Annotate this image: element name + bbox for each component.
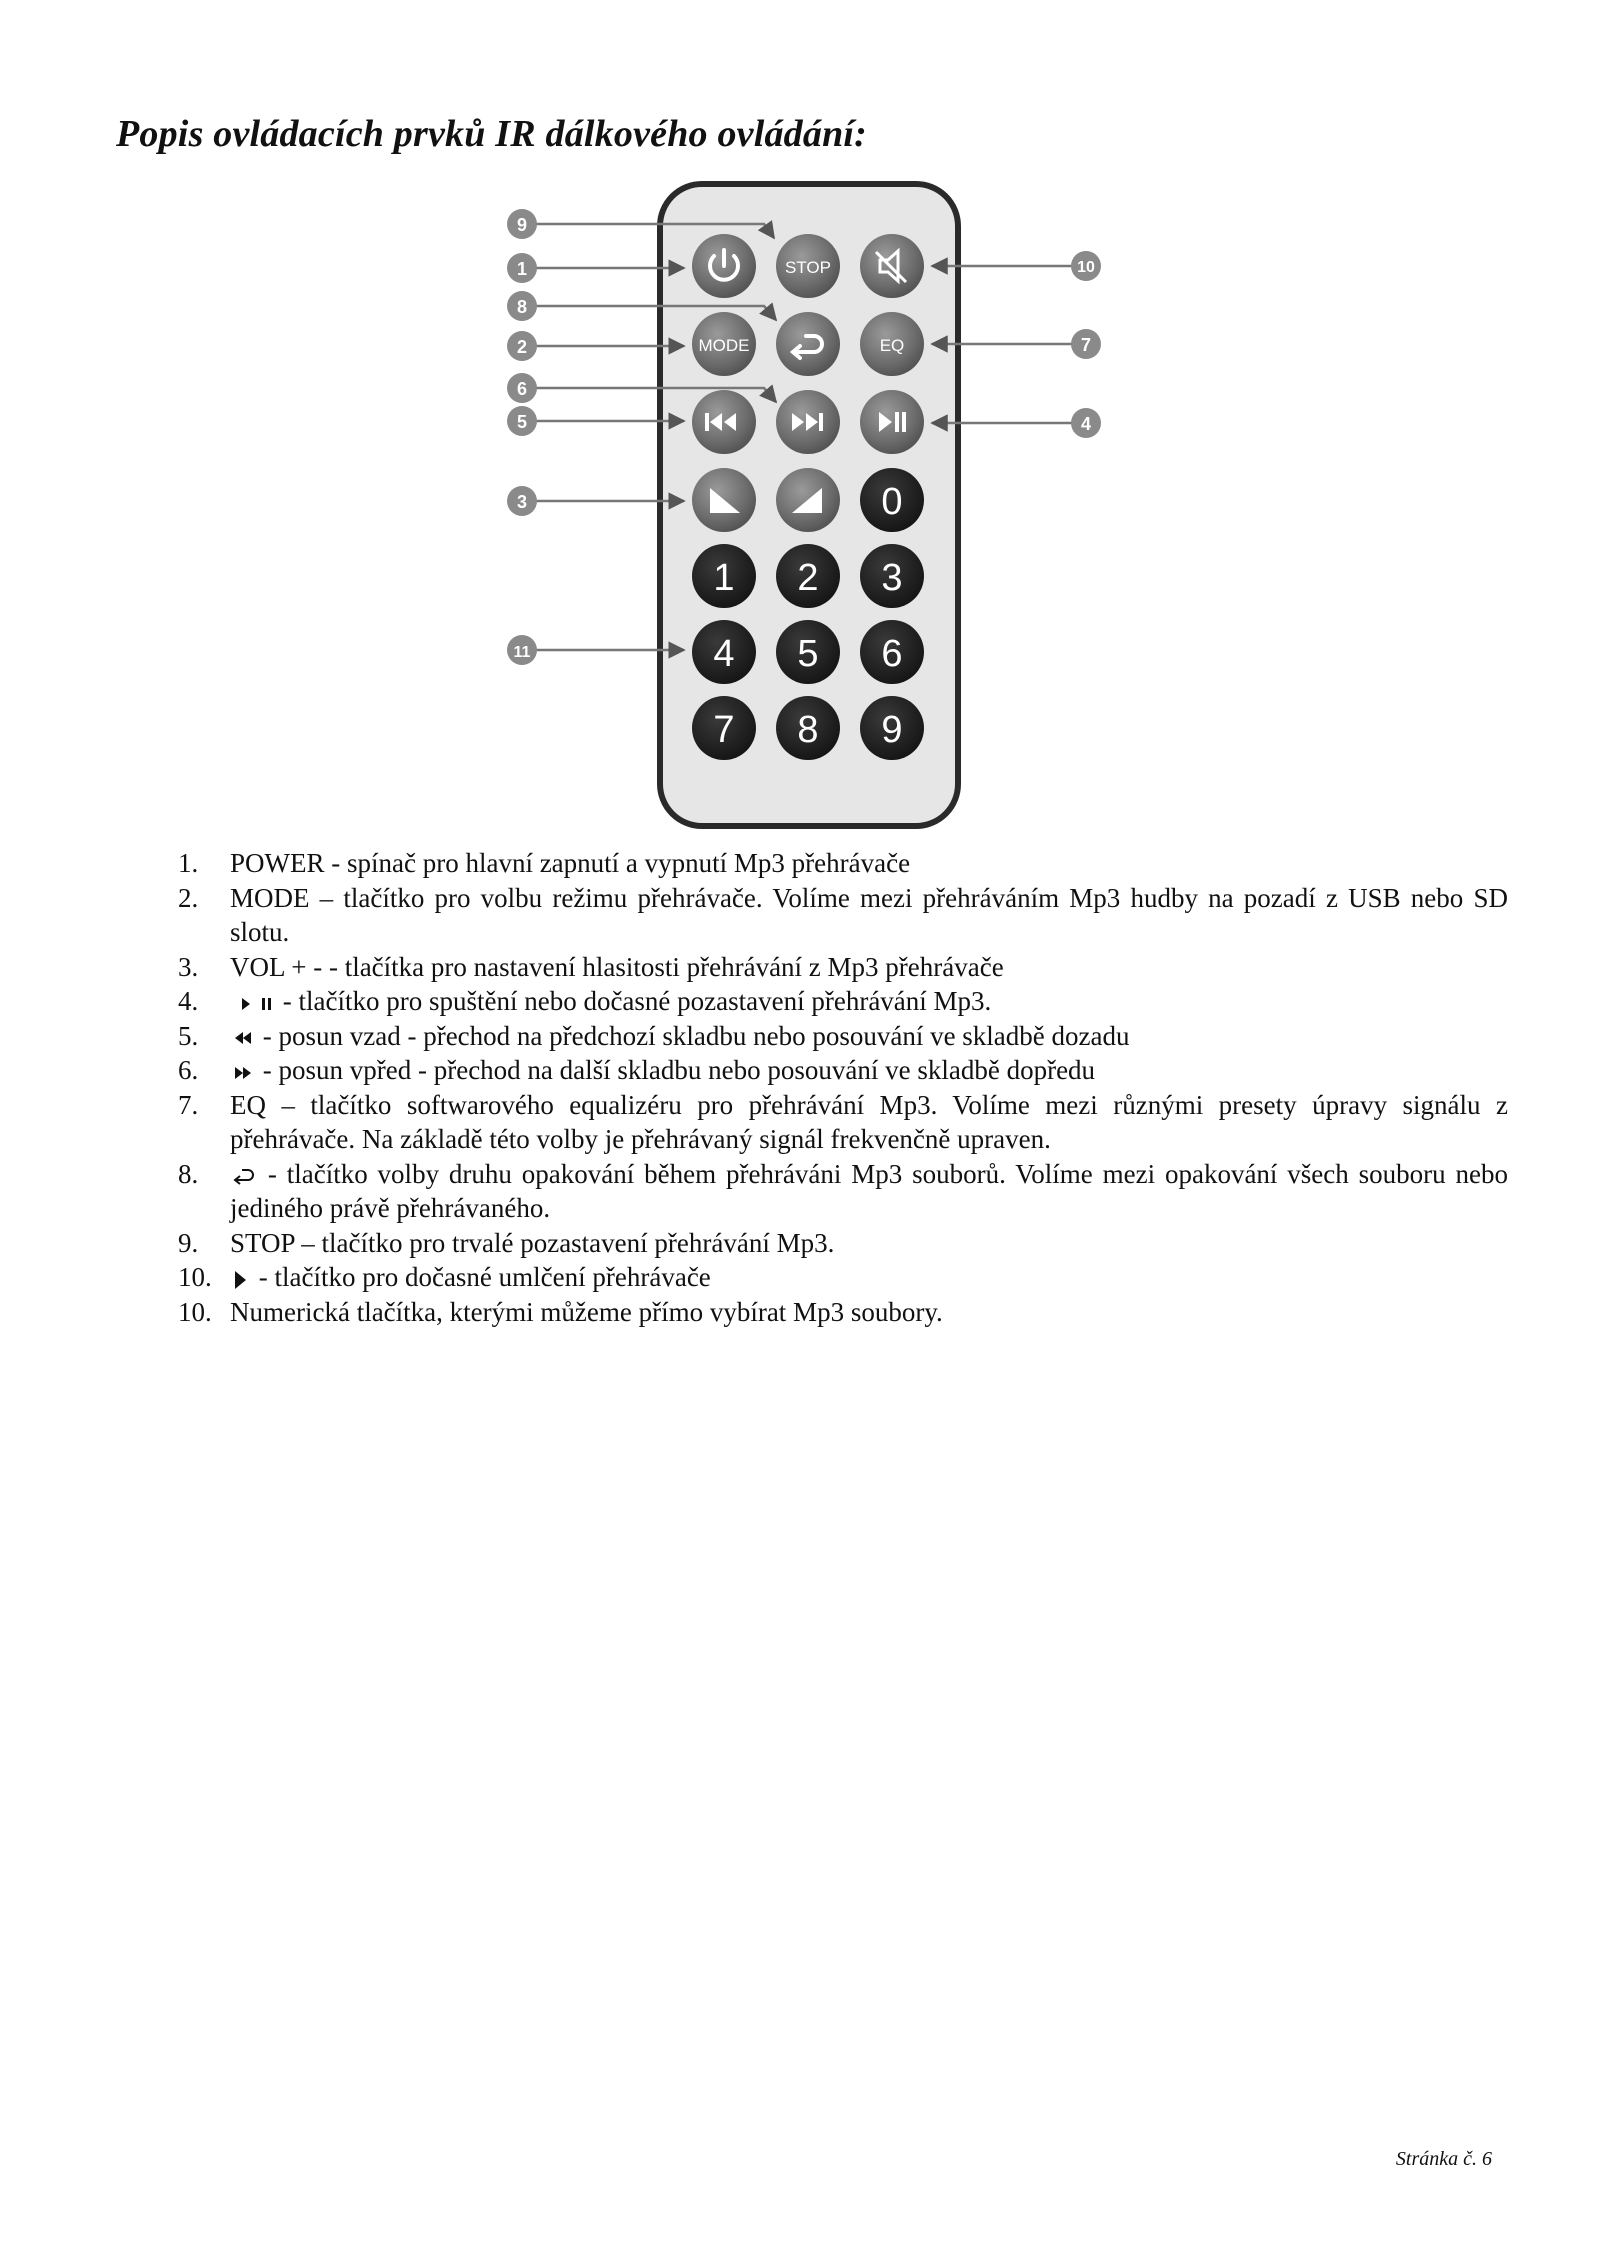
list-item: 3. VOL + - - tlačítka pro nastavení hlasitosti přehrávání z Mp3 přehrávače <box>178 951 1004 982</box>
callout-badge-10 <box>1071 251 1101 281</box>
callout-badge-8 <box>507 291 537 321</box>
digit-button-1 <box>692 544 756 608</box>
digit-button-0 <box>860 468 924 532</box>
svg-text:10: 10 <box>1077 259 1095 276</box>
svg-text:7: 7 <box>1080 335 1092 355</box>
list-item: 2. MODE – tlačítko pro volbu režimu přehrávače. Volíme mezi přehráváním Mp3 hudby na pozadí z USB nebo SD slotu. <box>178 882 1508 947</box>
mode-button <box>692 312 756 376</box>
mode-label: MODE <box>698 336 750 355</box>
svg-text:9: 9 <box>516 215 528 235</box>
list-item: 1. POWER - spínač pro hlavní zapnutí a vypnutí Mp3 přehrávače <box>178 848 911 878</box>
svg-text:8: 8 <box>516 297 528 317</box>
callout-badge-3 <box>507 486 537 516</box>
callout-badge-11 <box>507 635 537 665</box>
digit-button-5 <box>776 620 840 684</box>
list-item: 4. - tlačítko pro spuštění nebo dočasné pozastavení přehrávání Mp3. <box>178 986 992 1016</box>
digit-button-3 <box>860 544 924 608</box>
play-pause-button <box>860 390 924 454</box>
digit-button-9 <box>860 696 924 760</box>
digit-label: 6 <box>881 633 903 675</box>
repeat-button <box>776 312 840 376</box>
fast-forward-icon <box>232 1064 254 1082</box>
page-title: Popis ovládacích prvků IR dálkového ovládání: <box>116 113 868 155</box>
repeat-icon <box>232 1167 256 1185</box>
digit-label: 0 <box>881 481 903 523</box>
remote-control-figure <box>0 0 1600 840</box>
digit-button-6 <box>860 620 924 684</box>
rewind-icon <box>232 1029 254 1047</box>
callout-badge-4 <box>1071 408 1101 438</box>
digit-button-7 <box>692 696 756 760</box>
eq-label: EQ <box>879 336 905 355</box>
digit-label: 7 <box>713 709 735 751</box>
list-item: 7. EQ – tlačítko softwarového equalizéru pro přehrávání Mp3. Volíme mezi různými presety úpravy signálu z přehrávače. Na základě této volby je přehrávaný signál frekvenčně upraven. <box>178 1089 1508 1154</box>
list-item: 5. - posun vzad - přechod na předchozí skladbu nebo posouvání ve skladbě dozadu <box>178 1020 1130 1051</box>
power-button <box>692 234 756 298</box>
control-description-list <box>178 846 1508 1329</box>
page-number: Stránka č. 6 <box>1395 2148 1492 2170</box>
list-item: 8. - tlačítko volby druhu opakování během přehráváni Mp3 souborů. Volíme mezi opakování všech souboru nebo jediného právě přehrávaného. <box>178 1158 1508 1223</box>
list-item: 6. - posun vpřed - přechod na další skladbu nebo posouvání ve skladbě dopředu <box>178 1055 1096 1085</box>
list-item: 9. STOP – tlačítko pro trvalé pozastavení přehrávání Mp3. <box>178 1227 835 1258</box>
digit-label: 2 <box>797 557 819 599</box>
play-pause-icon <box>240 995 274 1013</box>
list-item: 10. Numerická tlačítka, kterými můžeme přímo vybírat Mp3 soubory. <box>178 1296 943 1327</box>
next-button <box>776 390 840 454</box>
digit-label: 5 <box>797 633 819 675</box>
callout-badge-9 <box>507 209 537 239</box>
callout-badge-2 <box>507 331 537 361</box>
svg-text:6: 6 <box>516 379 528 399</box>
digit-button-8 <box>776 696 840 760</box>
digit-button-4 <box>692 620 756 684</box>
svg-text:1: 1 <box>516 259 528 279</box>
stop-label: STOP <box>785 258 831 277</box>
callout-badge-6 <box>507 373 537 403</box>
svg-text:5: 5 <box>516 412 528 432</box>
digit-label: 4 <box>713 633 735 675</box>
eq-button <box>860 312 924 376</box>
vol-plus-button <box>776 468 840 532</box>
callout-badge-7 <box>1071 329 1101 359</box>
vol-minus-button <box>692 468 756 532</box>
callout-badge-1 <box>507 253 537 283</box>
svg-text:4: 4 <box>1080 414 1092 434</box>
prev-button <box>692 390 756 454</box>
mute-icon <box>232 1269 250 1291</box>
digit-label: 8 <box>797 709 819 751</box>
digit-label: 9 <box>881 709 903 751</box>
svg-text:2: 2 <box>516 337 528 357</box>
mute-button <box>860 234 924 298</box>
digit-label: 1 <box>713 557 735 599</box>
callout-badge-5 <box>507 406 537 436</box>
svg-text:3: 3 <box>516 492 528 512</box>
digit-label: 3 <box>881 557 903 599</box>
svg-text:11: 11 <box>513 644 531 661</box>
list-item: 10. - tlačítko pro dočasné umlčení přehrávače <box>178 1262 711 1292</box>
stop-button <box>776 234 840 298</box>
digit-button-2 <box>776 544 840 608</box>
